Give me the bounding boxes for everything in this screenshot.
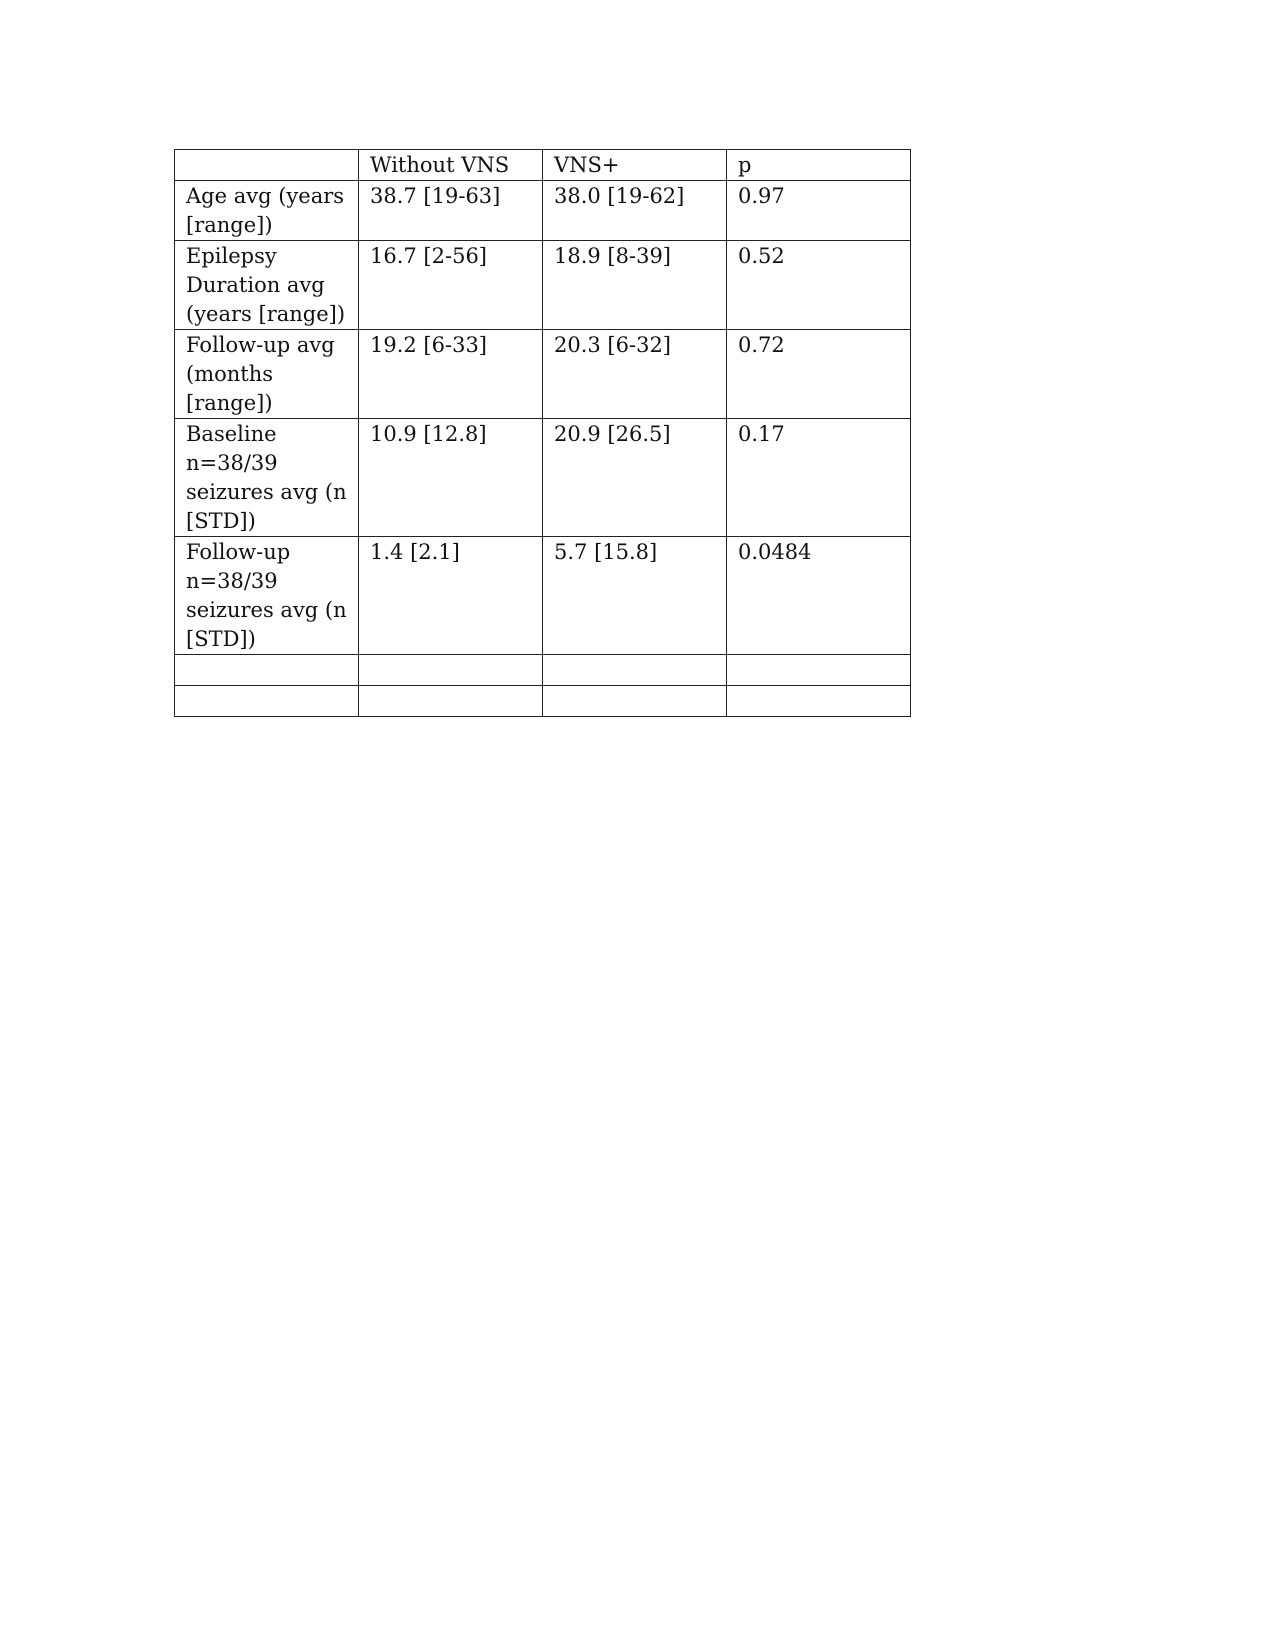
table-cell — [359, 686, 543, 717]
table-cell — [543, 686, 727, 717]
empty-table-row — [175, 686, 911, 717]
table-cell: 0.17 — [727, 419, 911, 537]
table-row — [175, 241, 911, 330]
header-cell-without-vns: Without VNS — [359, 150, 543, 181]
header-row — [175, 150, 911, 181]
header-cell-vns-plus: VNS+ — [543, 150, 727, 181]
table-cell: 38.0 [19-62] — [543, 181, 727, 241]
row-label-cell: Epilepsy Duration avg (years [range]) — [175, 241, 359, 330]
empty-table-row — [175, 655, 911, 686]
table-cell: 20.3 [6-32] — [543, 330, 727, 419]
table-cell: 5.7 [15.8] — [543, 537, 727, 655]
row-label-cell: Baseline n=38/39 seizures avg (n [STD]) — [175, 419, 359, 537]
table-cell: 19.2 [6-33] — [359, 330, 543, 419]
header-cell — [175, 150, 359, 181]
table-row — [175, 181, 911, 241]
table-cell: 0.52 — [727, 241, 911, 330]
row-label-cell: Age avg (years [range]) — [175, 181, 359, 241]
table-row — [175, 537, 911, 655]
table-cell — [175, 655, 359, 686]
table-cell: 1.4 [2.1] — [359, 537, 543, 655]
table-cell: 10.9 [12.8] — [359, 419, 543, 537]
table-cell: 20.9 [26.5] — [543, 419, 727, 537]
table-cell: 0.97 — [727, 181, 911, 241]
table-cell: 16.7 [2-56] — [359, 241, 543, 330]
table-cell — [727, 655, 911, 686]
table-cell — [727, 686, 911, 717]
table-row — [175, 330, 911, 419]
table-cell — [359, 655, 543, 686]
table-cell: 0.72 — [727, 330, 911, 419]
row-label-cell: Follow-up n=38/39 seizures avg (n [STD]) — [175, 537, 359, 655]
row-label-cell: Follow-up avg (months [range]) — [175, 330, 359, 419]
data-table — [174, 149, 911, 717]
table-cell — [175, 686, 359, 717]
table-cell: 38.7 [19-63] — [359, 181, 543, 241]
table-cell — [543, 655, 727, 686]
header-cell-p: p — [727, 150, 911, 181]
table-cell: 18.9 [8-39] — [543, 241, 727, 330]
table-cell: 0.0484 — [727, 537, 911, 655]
table-row — [175, 419, 911, 537]
